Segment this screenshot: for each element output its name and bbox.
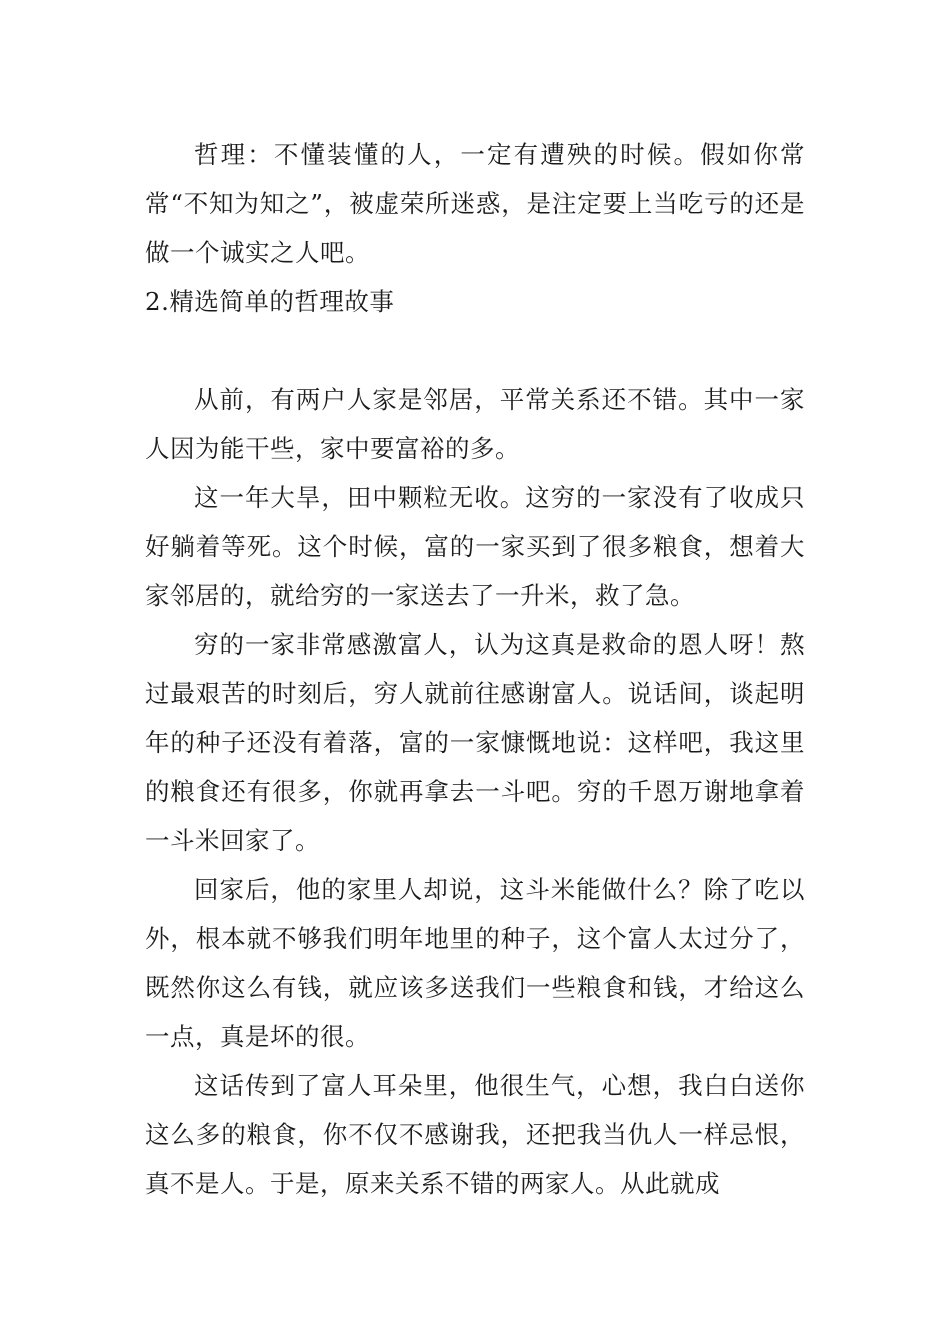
story-paragraph: 这话传到了富人耳朵里，他很生气，心想，我白白送你这么多的粮食，你不仅不感谢我，还把我当仇人一样忌恨，真不是人。于是，原来关系不错的两家人。从此就成 [145,1071,805,1198]
moral-paragraph: 哲理：不懂装懂的人，一定有遭殃的时候。假如你常常“不知为知之”，被虚荣所迷惑，是注定要上当吃亏的还是做一个诚实之人吧。 [145,140,805,267]
story-paragraph: 从前，有两户人家是邻居，平常关系还不错。其中一家人因为能干些，家中要富裕的多。 [145,385,805,463]
blank-line [145,326,805,375]
story-paragraph: 穷的一家非常感激富人，认为这真是救命的恩人呀！熬过最艰苦的时刻后，穷人就前往感谢富人。说话间，谈起明年的种子还没有着落，富的一家慷慨地说：这样吧，我这里的粮食还有很多，你就再拿去一斗吧。穷的千恩万谢地拿着一斗米回家了。 [145,630,805,855]
story-paragraph: 这一年大旱，田中颗粒无收。这穷的一家没有了收成只好躺着等死。这个时候，富的一家买到了很多粮食，想着大家邻居的，就给穷的一家送去了一升米，救了急。 [145,483,805,610]
story-paragraph: 回家后，他的家里人却说，这斗米能做什么？除了吃以外，根本就不够我们明年地里的种子，这个富人太过分了，既然你这么有钱，就应该多送我们一些粮食和钱，才给这么一点，真是坏的很。 [145,875,805,1051]
section-heading: 2.精选简单的哲理故事 [145,287,395,316]
document-body [145,130,805,1208]
